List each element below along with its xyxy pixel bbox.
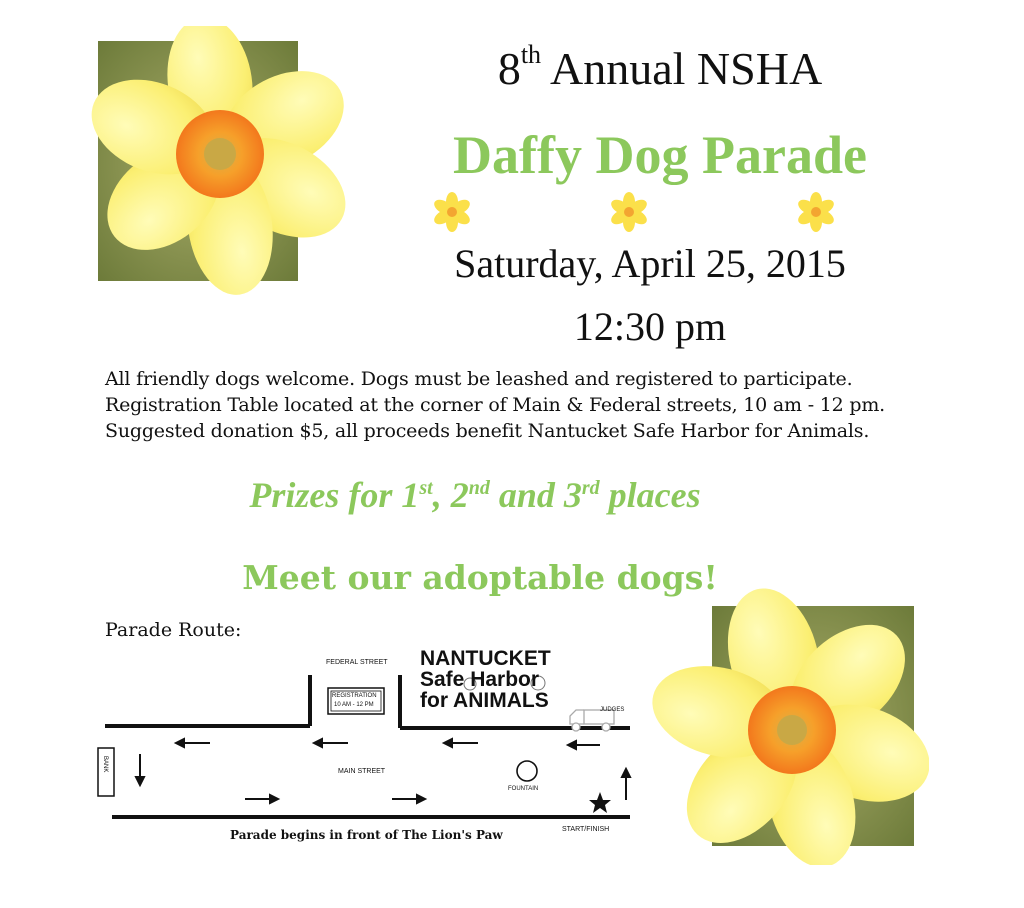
main-street-label: MAIN STREET [338, 768, 386, 775]
event-name: Daffy Dog Parade [453, 125, 867, 185]
event-date: Saturday, April 25, 2015 [454, 241, 846, 286]
bank-label: BANK [102, 756, 108, 773]
small-daffodil-icon [796, 192, 836, 232]
logo-line-3: for ANIMALS [420, 689, 549, 712]
small-daffodil-icon [432, 192, 472, 232]
small-daffodil-icon [609, 192, 649, 232]
daffodil-photo-top [88, 26, 358, 306]
fountain-label: FOUNTAIN [508, 786, 539, 792]
judges-label: JUDGES [600, 707, 625, 713]
adoptable-dogs-line: Meet our adoptable dogs! [242, 558, 718, 597]
start-finish-label: START/FINISH [562, 826, 610, 833]
registration-box-line2: 10 AM - 12 PM [334, 702, 374, 708]
event-time: 12:30 pm [573, 304, 727, 349]
parade-route-map [90, 647, 650, 840]
parade-route-label: Parade Route: [105, 619, 242, 641]
logo-line-1: NANTUCKET [420, 647, 551, 670]
daffodil-photo-bottom [644, 580, 929, 865]
route-caption: Parade begins in front of The Lion's Paw [230, 828, 503, 842]
event-description: All friendly dogs welcome. Dogs must be leashed and registered to participate. Registration Table located at the corner of Main & Federal streets, 10 am - 12 pm. Suggested donation $5, all proceeds benefit Nantucket Safe Harbor for Animals. [105, 368, 885, 442]
logo-line-2: Safe Harbor [420, 668, 540, 691]
federal-street-label: FEDERAL STREET [326, 659, 388, 666]
nantucket-safe-harbor-logo [420, 648, 551, 711]
registration-box-line1: REGISTRATION [332, 693, 377, 699]
event-edition-title: 8th Annual NSHA [497, 40, 823, 94]
prizes-line: Prizes for 1st, 2nd and 3rd places [249, 475, 701, 515]
